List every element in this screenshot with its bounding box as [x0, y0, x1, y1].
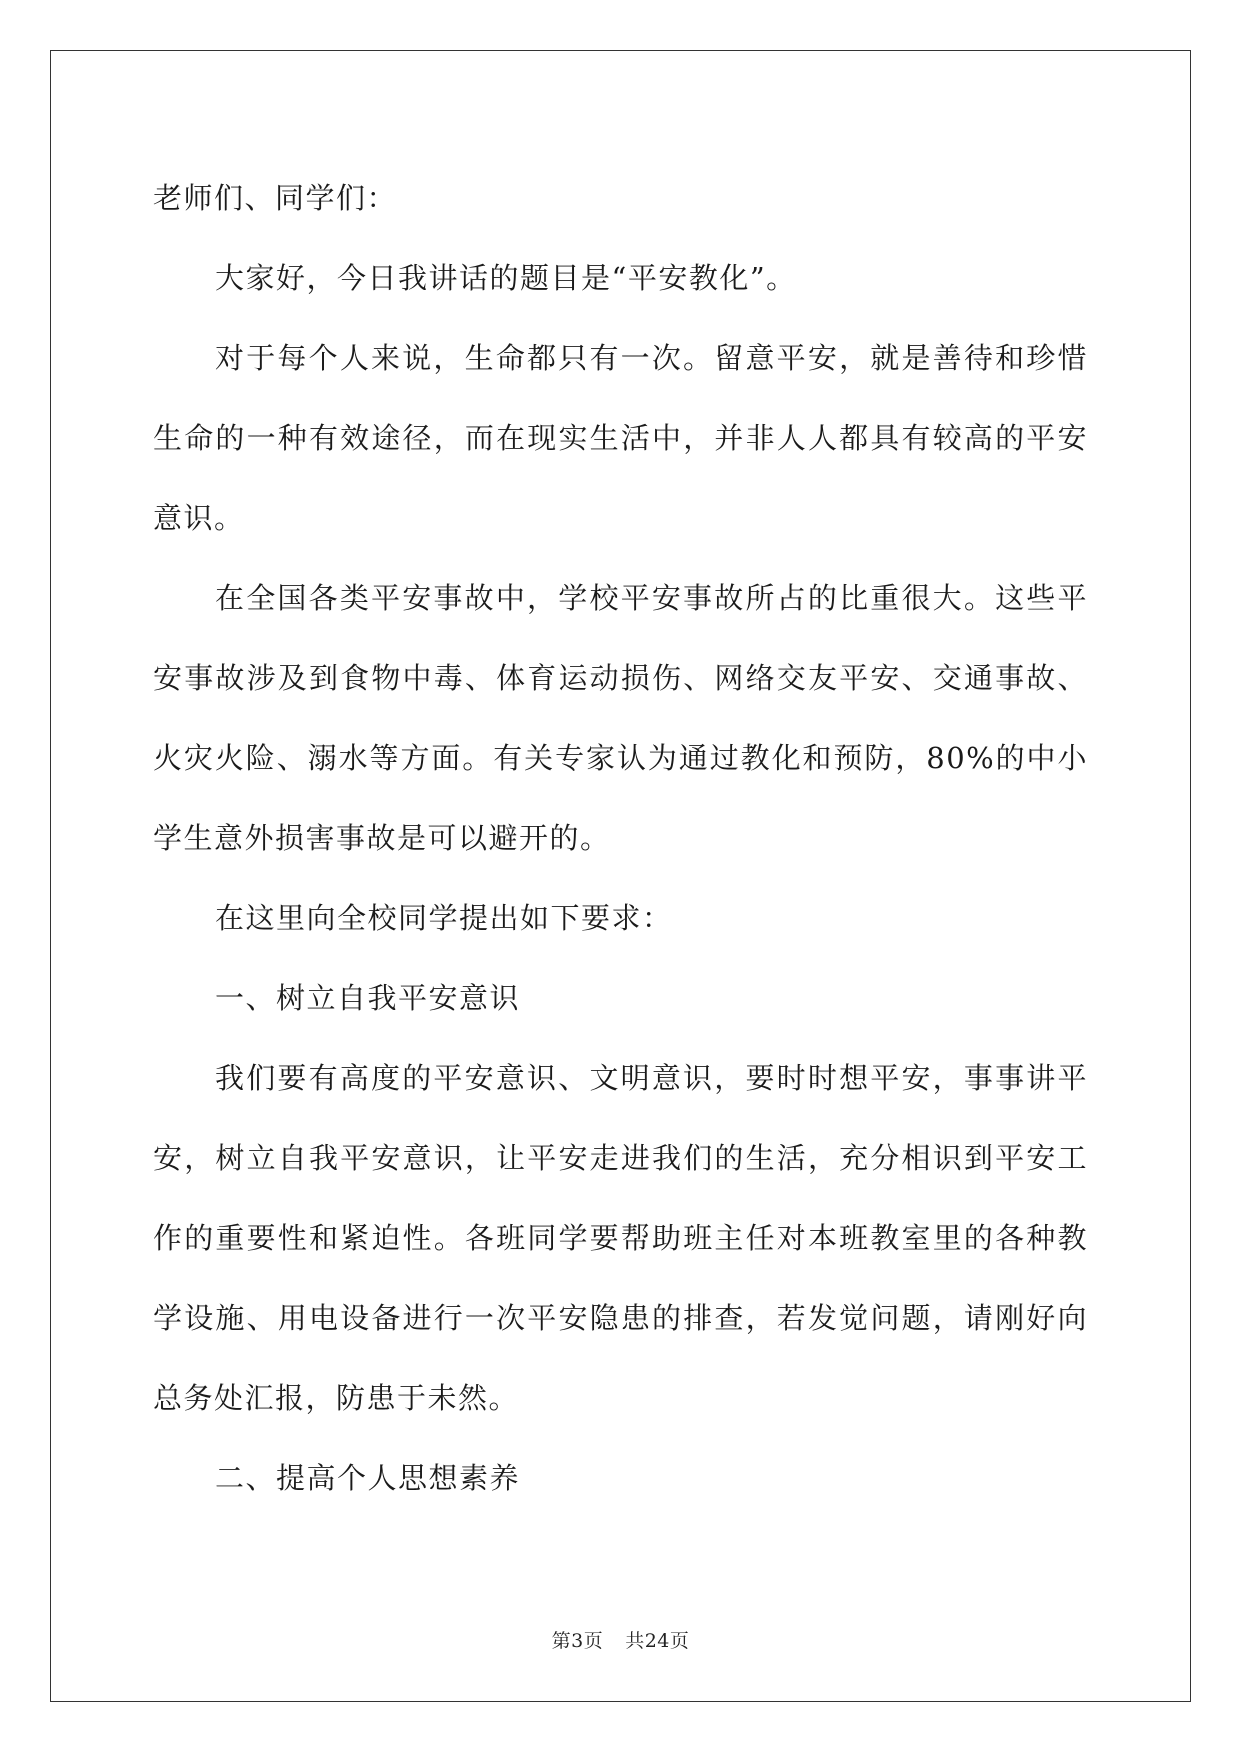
paragraph-safety-awareness: 我们要有高度的平安意识、文明意识，要时时想平安，事事讲平安，树立自我平安意识，让平安走进我们的生活，充分相识到平安工作的重要性和紧迫性。各班同学要帮助班主任对本班教室里的各种教学设施、用电设备进行一次平安隐患的排查，若发觉问题，请刚好向总务处汇报，防患于未然。 — [153, 1061, 1088, 1415]
document-body — [153, 158, 1088, 1518]
section-heading-1: 一、树立自我平安意识 — [215, 981, 521, 1015]
page-number-current: 第3页 — [551, 1630, 604, 1652]
paragraph-life: 对于每个人来说，生命都只有一次。留意平安，就是善待和珍惜生命的一种有效途径，而在现实生活中，并非人人都具有较高的平安意识。 — [153, 341, 1088, 535]
page-footer — [0, 1626, 1241, 1653]
section-heading-2: 二、提高个人思想素养 — [215, 1461, 521, 1495]
salutation: 老师们、同学们： — [153, 181, 398, 215]
paragraph-requirements-intro: 在这里向全校同学提出如下要求： — [215, 901, 673, 935]
page-number-total: 共24页 — [625, 1630, 690, 1652]
paragraph-accidents: 在全国各类平安事故中，学校平安事故所占的比重很大。这些平安事故涉及到食物中毒、体育运动损伤、网络交友平安、交通事故、火灾火险、溺水等方面。有关专家认为通过教化和预防，80%的中小学生意外损害事故是可以避开的。 — [153, 581, 1088, 855]
paragraph-greeting: 大家好，今日我讲话的题目是“平安教化”。 — [215, 261, 797, 295]
